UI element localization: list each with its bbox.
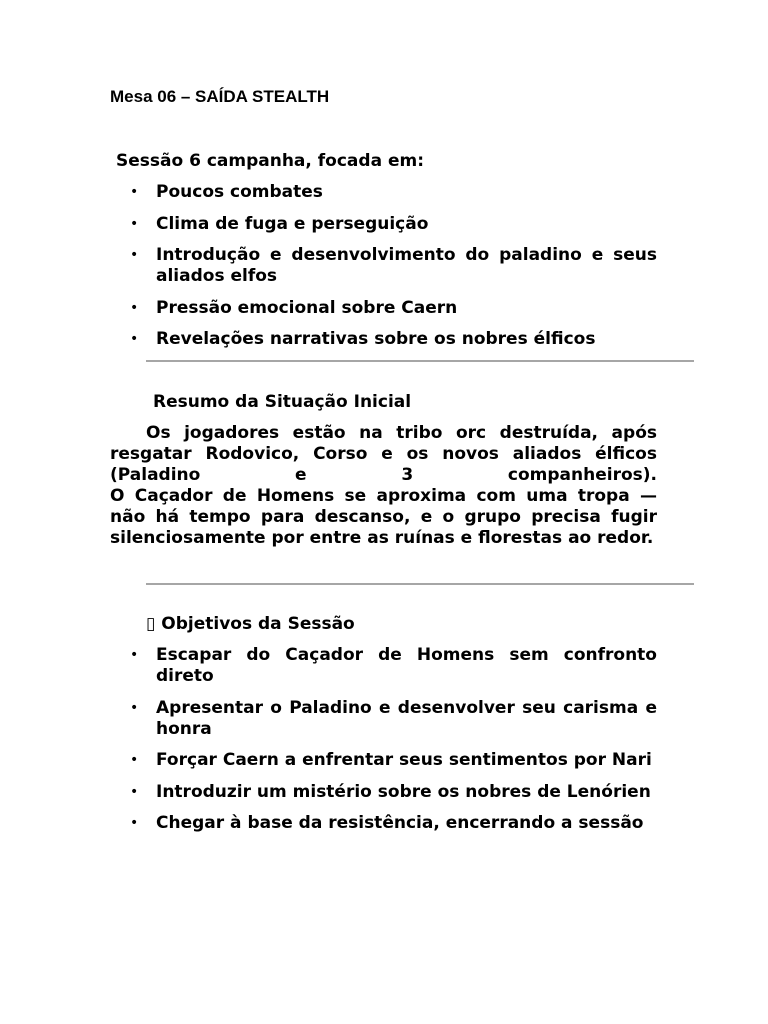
missing-glyph-icon: ▯ (146, 614, 156, 634)
divider (146, 583, 694, 585)
objectives-list (110, 645, 657, 845)
list-item: • Introduzir um mistério sobre os nobres de Lenórien (110, 782, 657, 803)
list-item: • Apresentar o Paladino e desenvolver seu carisma e honra (110, 698, 657, 740)
summary-heading: Resumo da Situação Inicial (153, 392, 412, 412)
list-item: • Revelações narrativas sobre os nobres élficos (110, 329, 657, 350)
summary-paragraph (110, 423, 657, 549)
summary-line-1: Os jogadores estão na tribo orc destruída, após resgatar Rodovico, Corso e os novos aliados élficos (Paladino e 3 companheiros). (110, 423, 657, 485)
list-item: • Escapar do Caçador de Homens sem confronto direto (110, 645, 657, 687)
list-item: • Chegar à base da resistência, encerrando a sessão (110, 813, 657, 834)
summary-line-2: O Caçador de Homens se aproxima com uma tropa — não há tempo para descanso, e o grupo precisa fugir silenciosamente por entre as ruínas e florestas ao redor. (110, 486, 657, 548)
focus-list (110, 182, 657, 361)
list-item: • Clima de fuga e perseguição (110, 214, 657, 235)
divider (146, 360, 694, 362)
list-item: • Pressão emocional sobre Caern (110, 298, 657, 319)
objectives-heading (146, 614, 355, 635)
list-item: • Introdução e desenvolvimento do paladino e seus aliados elfos (110, 245, 657, 287)
list-item: • Forçar Caern a enfrentar seus sentimentos por Nari (110, 750, 657, 771)
objectives-heading-text: Objetivos da Sessão (161, 614, 355, 634)
document-title: Mesa 06 – SAÍDA STEALTH (110, 87, 330, 106)
session-focus-heading: Sessão 6 campanha, focada em: (116, 151, 425, 171)
list-item: • Poucos combates (110, 182, 657, 203)
